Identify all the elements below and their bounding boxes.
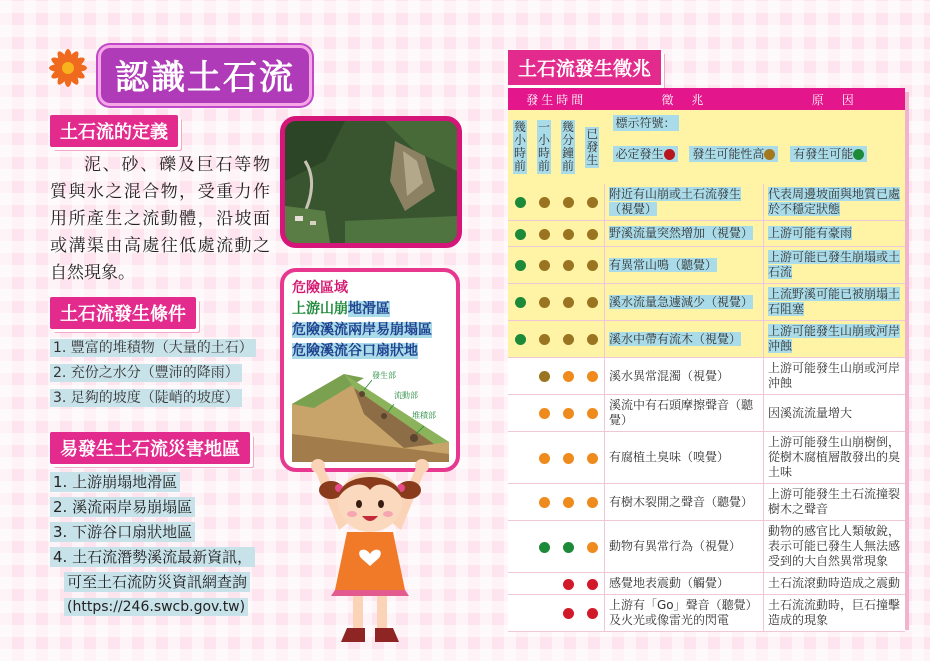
time-cell <box>556 573 580 595</box>
brown-dot-icon <box>587 260 598 271</box>
table-row <box>508 395 905 432</box>
orange-dot-icon <box>587 453 598 464</box>
col-reason-header: 原 因 <box>764 88 906 110</box>
time-cell <box>556 184 580 221</box>
conditions-list <box>50 336 256 411</box>
red-dot-icon <box>587 579 598 590</box>
time-label-one-hour: 一小時前 <box>532 110 556 184</box>
time-cell <box>580 573 605 595</box>
orange-dot-icon <box>539 408 550 419</box>
signs-heading: 土石流發生徵兆 <box>508 50 661 85</box>
list-item: 1. 豐富的堆積物（大量的土石） <box>50 336 256 361</box>
sign-cell: 溪流中有石頭摩擦聲音（聽覺） <box>605 395 764 432</box>
time-cell <box>532 221 556 247</box>
time-cell <box>556 358 580 395</box>
conditions-heading: 土石流發生條件 <box>50 297 196 329</box>
green-dot-icon <box>515 229 526 240</box>
reason-cell: 上游可能發生土石流撞裂樹木之聲音 <box>764 484 906 521</box>
list-item: 4. 土石流潛勢溪流最新資訊， <box>50 545 255 570</box>
col-sign-header: 徵 兆 <box>605 88 764 110</box>
time-cell <box>580 395 605 432</box>
flower-icon <box>48 48 88 88</box>
time-cell <box>532 284 556 321</box>
time-cell <box>508 484 532 521</box>
brown-dot-icon <box>563 197 574 208</box>
green-dot-icon <box>563 542 574 553</box>
sign-cell: 有樹木裂開之聲音（聽覺） <box>605 484 764 521</box>
reason-cell: 上流野溪可能已被崩塌土石阻塞 <box>764 284 906 321</box>
sign-cell: 溪水異常混濁（視覺） <box>605 358 764 395</box>
legend-item-certain: 必定發生 <box>613 146 678 162</box>
sign-cell: 上游有「Go」聲音（聽覺）及火光或像雷光的閃電 <box>605 595 764 632</box>
time-cell <box>508 221 532 247</box>
reason-cell: 上游可能發生山崩樹倒，從樹木腐植層散發出的臭土味 <box>764 432 906 484</box>
reason-cell: 上游可能有豪雨 <box>764 221 906 247</box>
reason-cell: 上游可能已發生崩塌或土石流 <box>764 247 906 284</box>
danger-line-2: 危險溪流兩岸易崩塌區 <box>292 322 432 338</box>
red-dot-icon <box>563 608 574 619</box>
brown-dot-icon <box>563 334 574 345</box>
time-cell <box>556 432 580 484</box>
list-item: 3. 足夠的坡度（陡峭的坡度） <box>50 386 256 411</box>
time-cell <box>508 284 532 321</box>
table-row <box>508 484 905 521</box>
time-cell <box>532 432 556 484</box>
brown-dot-icon <box>587 229 598 240</box>
brown-dot-icon <box>539 371 550 382</box>
time-label-minutes: 幾分鐘前 <box>556 110 580 184</box>
brown-dot-icon <box>539 297 550 308</box>
time-cell <box>556 321 580 358</box>
brown-dot-icon <box>764 149 775 160</box>
list-item: 1. 上游崩塌地滑區 <box>50 470 255 495</box>
table-row <box>508 595 905 632</box>
green-dot-icon <box>515 334 526 345</box>
reason-cell: 上游可能發生山崩或河岸沖蝕 <box>764 321 906 358</box>
col-time-header: 發生時間 <box>508 88 605 110</box>
brown-dot-icon <box>563 229 574 240</box>
orange-dot-icon <box>563 371 574 382</box>
red-dot-icon <box>563 579 574 590</box>
table-row <box>508 284 905 321</box>
orange-dot-icon <box>587 497 598 508</box>
time-cell <box>532 184 556 221</box>
brown-dot-icon <box>539 260 550 271</box>
brown-dot-icon <box>587 197 598 208</box>
time-label-occurred: 已發生 <box>580 110 605 184</box>
reason-cell: 上游可能發生山崩或河岸沖蝕 <box>764 358 906 395</box>
label-deposit: 堆積部 <box>412 411 436 420</box>
orange-dot-icon <box>563 497 574 508</box>
table-row <box>508 573 905 595</box>
time-cell <box>580 247 605 284</box>
legend-title: 標示符號： <box>613 115 679 131</box>
orange-dot-icon <box>587 371 598 382</box>
time-cell <box>580 432 605 484</box>
legend-item-likely: 發生可能性高 <box>689 146 778 162</box>
time-cell <box>580 184 605 221</box>
time-cell <box>556 484 580 521</box>
brown-dot-icon <box>587 334 598 345</box>
time-cell <box>556 247 580 284</box>
table-row <box>508 358 905 395</box>
time-cell <box>508 595 532 632</box>
list-item: 3. 下游谷口扇狀地區 <box>50 520 255 545</box>
time-cell <box>508 321 532 358</box>
brown-dot-icon <box>563 297 574 308</box>
time-cell <box>556 221 580 247</box>
time-cell <box>508 358 532 395</box>
areas-heading: 易發生土石流災害地區 <box>50 432 250 464</box>
green-dot-icon <box>515 297 526 308</box>
green-dot-icon <box>853 149 864 160</box>
sign-cell: 溪水中帶有流木（視覺） <box>605 321 764 358</box>
time-cell <box>580 595 605 632</box>
reason-cell: 動物的感官比人類敏銳，表示可能已發生人無法感受到的大自然異常現象 <box>764 521 906 573</box>
signs-table <box>508 88 905 626</box>
time-cell <box>556 595 580 632</box>
time-cell <box>580 521 605 573</box>
time-cell <box>580 484 605 521</box>
time-cell <box>532 321 556 358</box>
red-dot-icon <box>664 149 675 160</box>
orange-dot-icon <box>539 497 550 508</box>
time-cell <box>508 184 532 221</box>
table-header-row <box>508 88 905 110</box>
table-row <box>508 247 905 284</box>
time-cell <box>532 484 556 521</box>
brown-dot-icon <box>539 229 550 240</box>
sign-cell: 溪水流量急遽減少（視覺） <box>605 284 764 321</box>
time-cell <box>508 521 532 573</box>
sign-cell: 野溪流量突然增加（視覺） <box>605 221 764 247</box>
page-title: 認識土石流 <box>98 45 312 106</box>
time-cell <box>556 395 580 432</box>
reason-cell: 土石流流動時，巨石撞擊造成的現象 <box>764 595 906 632</box>
areas-list <box>50 470 255 620</box>
reason-cell: 代表周邊坡面與地質已處於不穩定狀態 <box>764 184 906 221</box>
sign-cell: 感覺地表震動（觸覺） <box>605 573 764 595</box>
label-flow: 流動部 <box>394 391 418 400</box>
table-row <box>508 521 905 573</box>
green-dot-icon <box>515 260 526 271</box>
table-row <box>508 221 905 247</box>
legend-row <box>508 110 905 184</box>
time-cell <box>532 247 556 284</box>
brown-dot-icon <box>563 260 574 271</box>
brown-dot-icon <box>587 297 598 308</box>
list-item: 2. 溪流兩岸易崩塌區 <box>50 495 255 520</box>
orange-dot-icon <box>587 542 598 553</box>
list-item: 可至土石流防災資訊網查詢 <box>50 570 255 595</box>
definition-heading: 土石流的定義 <box>50 115 178 147</box>
danger-card-title: 危險區域 <box>292 280 348 296</box>
time-cell <box>508 247 532 284</box>
table-row <box>508 184 905 221</box>
time-cell <box>580 358 605 395</box>
landslide-photo <box>280 116 462 248</box>
sign-cell: 附近有山崩或土石流發生（視覺） <box>605 184 764 221</box>
time-cell <box>508 432 532 484</box>
time-cell <box>532 573 556 595</box>
sign-cell: 有腐植土臭味（嗅覺） <box>605 432 764 484</box>
legend <box>605 110 906 184</box>
time-cell <box>580 284 605 321</box>
green-dot-icon <box>515 197 526 208</box>
red-dot-icon <box>587 608 598 619</box>
danger-zone-card <box>280 268 460 472</box>
legend-item-possible: 有發生可能 <box>790 146 867 162</box>
time-cell <box>508 395 532 432</box>
sign-cell: 有異常山鳴（聽覺） <box>605 247 764 284</box>
sign-cell: 動物有異常行為（視覺） <box>605 521 764 573</box>
orange-dot-icon <box>563 453 574 464</box>
danger-line-3: 危險溪流谷口扇狀地 <box>292 343 418 359</box>
reason-cell: 因溪流流量增大 <box>764 395 906 432</box>
girl-illustration <box>305 450 435 650</box>
table-row <box>508 432 905 484</box>
danger-line-1: 上游山崩地滑區 <box>292 301 390 317</box>
orange-dot-icon <box>587 408 598 419</box>
time-cell <box>580 321 605 358</box>
time-cell <box>532 521 556 573</box>
green-dot-icon <box>539 542 550 553</box>
time-cell <box>532 395 556 432</box>
time-cell <box>508 573 532 595</box>
brown-dot-icon <box>539 334 550 345</box>
brown-dot-icon <box>539 197 550 208</box>
time-cell <box>532 358 556 395</box>
orange-dot-icon <box>563 408 574 419</box>
list-item: (https://246.swcb.gov.tw) <box>50 595 255 620</box>
time-label-hours: 幾小時前 <box>508 110 532 184</box>
list-item: 2. 充份之水分（豐沛的降雨） <box>50 361 256 386</box>
table-row <box>508 321 905 358</box>
time-cell <box>580 221 605 247</box>
time-cell <box>556 284 580 321</box>
reason-cell: 土石流滾動時造成之震動 <box>764 573 906 595</box>
definition-text: 泥、砂、礫及巨石等物質與水之混合物，受重力作用所產生之流動體，沿坡面或溝渠由高處往低處流動之自然現象。 <box>50 155 270 283</box>
time-cell <box>532 595 556 632</box>
time-cell <box>556 521 580 573</box>
orange-dot-icon <box>539 453 550 464</box>
label-source: 發生部 <box>372 371 396 380</box>
